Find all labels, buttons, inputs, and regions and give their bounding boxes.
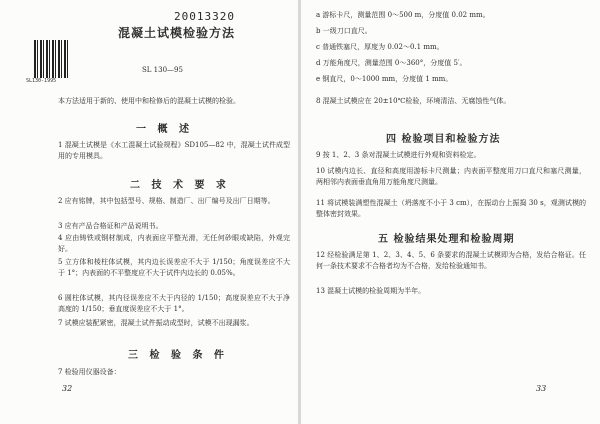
barcode-image (34, 40, 70, 78)
intro-paragraph: 本方法适用于新的、使用中和检修后的混凝土试模的检验。 (58, 97, 240, 105)
list-item: 9 按 1、2、3 条对混凝土试模进行外观和资料检定。 (316, 151, 481, 159)
list-item: 7 试模应装配紧密，混凝土试件振动成型时，试模不出现漏浆。 (58, 319, 254, 327)
list-item: 3 应有产品合格证和产品说明书。 (58, 222, 163, 230)
section-2-heading: 二 技 术 要 求 (130, 180, 230, 191)
list-item: 5 立方体和棱柱体试模，其内边长误差应不大于 1/150；角度误差应不大于 1°；内表面的不平整度应不大于试件内边长的 0.05%。 (58, 258, 290, 277)
list-item: e 钢直尺，0～1000 mm，分度值 1 mm。 (316, 75, 453, 83)
list-item: 4 应由铸铁或钢材制成，内表面应平整光滑，无任何砂眼或缺陷，外观完好。 (58, 234, 290, 253)
standard-code: SL 130—95 (142, 66, 183, 74)
list-item: 11 将试模装满塑性混凝土（坍落度不小于 3 cm），在振动台上振捣 30 s，观测试模的整体密封效果。 (316, 199, 586, 218)
list-item: a 游标卡尺，测量范围 0～500 m，分度值 0.02 mm。 (316, 11, 490, 19)
list-item: 2 应有铭牌，其中包括型号、规格、制造厂、出厂编号及出厂日期等。 (58, 197, 275, 205)
page-number: 33 (536, 384, 547, 393)
list-item: c 普通铁塞尺，厚度为 0.02～0.1 mm。 (316, 43, 444, 51)
stamp-number: 20013320 (174, 10, 235, 23)
list-item: 6 圆柱体试模，其内径误差应不大于内径的 1/150；高度误差应不大于净高度的 1/150；垂直度误差应不大于 1°。 (58, 294, 290, 313)
list-item: b 一级刀口直尺。 (316, 27, 372, 35)
section-4-heading: 四 检验项目和检验方法 (386, 134, 501, 145)
section-3-heading: 三 检 验 条 件 (128, 350, 228, 361)
section-1-paragraph: 1 混凝土试模是《水工混凝土试验规程》SD105—82 中，混凝土试件成型用的专用模具。 (58, 141, 290, 160)
list-item: d 万能角度尺，测量范围 0～360°，分度值 5′。 (316, 59, 467, 67)
page-title: 混凝土试模检验方法 (118, 26, 236, 40)
right-page (300, 0, 600, 424)
page-number: 32 (62, 384, 73, 393)
section-3-paragraph: 7 检验用仪器设备： (58, 368, 121, 376)
barcode-label: SL130-1995 (26, 78, 57, 84)
section-1-heading: 一 概 述 (136, 124, 193, 135)
list-item: 8 混凝土试模应在 20±10℃检验，环境清洁、无腐蚀性气体。 (316, 97, 511, 105)
list-item: 13 混凝土试模的检验周期为半年。 (316, 287, 426, 295)
list-item: 12 经检验满足第 1、2、3、4、5、6 条要求的混凝土试模即为合格，发给合格证。任何一条技术要求不合格者均为不合格，发给检验通知书。 (316, 251, 586, 270)
section-5-heading: 五 检验结果处理和检验周期 (378, 234, 515, 245)
list-item: 10 试模内边长、直径和高度用游标卡尺测量；内表面平整度用刀口直尺和塞尺测量，两相邻内表面垂直角用万能角度尺测量。 (316, 167, 586, 186)
